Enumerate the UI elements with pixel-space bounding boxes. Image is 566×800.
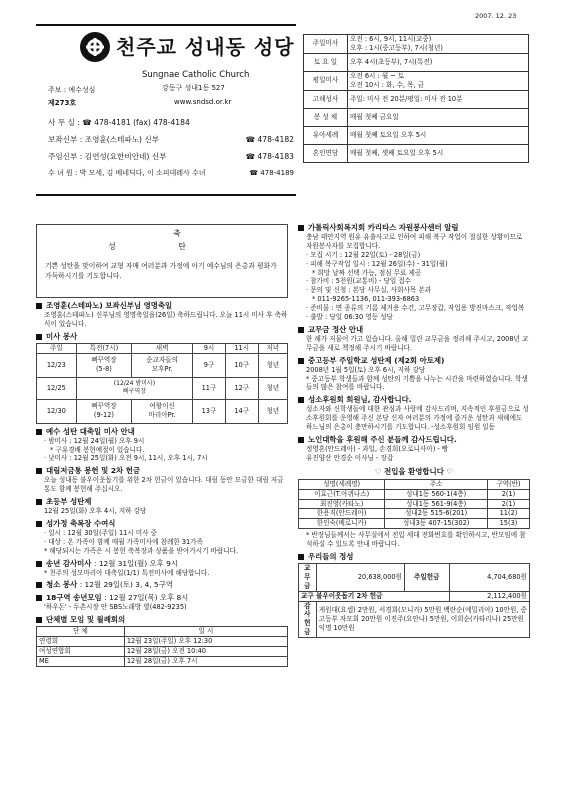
section-line: 충남 태안지역 원유 유출사고로 인하여 피해 복구 작업이 절실한 상황이므로 자원봉사자를 모집합니다. (306, 232, 523, 250)
table-header-row: 성명(세례명) 주소 구역(반) (299, 479, 530, 489)
section-body: * 천주의 성모마리아 대축일(1/1) 특전미사에 해당합니다. (44, 568, 210, 577)
service-row: 유아세례 매월 첫째 토요일 오후 5시 (304, 126, 529, 144)
section-heading: 초등부 성탄제 (36, 497, 288, 507)
right-column (298, 220, 530, 638)
staff-list (48, 118, 294, 186)
section-line: · 일시 : 12월 30일(주일) 11시 미사 중 (44, 528, 158, 537)
welcome-note: * 반장님들께서는 사무실에서 전입 세대 전화번호를 확인하시고, 반모임에 참석하실 수 있도록 안내 바랍니다. (306, 531, 526, 549)
service-schedule (303, 34, 529, 163)
table-row: 12/25 (12/24 밤미사) 뻐구역장 11구 12구 청년 (37, 377, 288, 399)
section-line: · 참가비 : 5천원(교통비) - 당일 접수 (306, 277, 412, 286)
table-row: 이효근(T.아퀴나스) 성내1동 560-1(4층) 2(1) (299, 489, 530, 499)
church-logo (80, 32, 110, 62)
section-body: 한 해가 저물어 가고 있습니다. 올해 밀린 교무금을 정리해 주시고, 2008년 교무금을 새로 책정해 주시기 바랍니다. (306, 334, 529, 352)
section-line: * 희망 날짜 선택 가능, 점심 무료 제공 (312, 268, 422, 277)
section-line: · 밤미사 : 12월 24일(월) 오후 9시 (44, 436, 145, 445)
table-row: 교 무 금 20,638,000원 주일헌금 4,704,680원 (299, 563, 530, 591)
section-body: 조영훈(스테파노) 신부님의 영명축일을(26일) 축하드립니다. 오늘 11시 미사 후 축하식이 있습니다. (44, 310, 288, 328)
section-heading: 단체별 모임 및 월례회의 (36, 615, 288, 625)
table-row: 한인숙(베로니카) 성내3동 407-15(302) 15(3) (299, 519, 530, 529)
service-row: 평일미사 오전 6시 : 월 ~ 토 오전 10시 : 화, 수, 목, 금 (304, 71, 529, 90)
left-column (36, 224, 288, 667)
section-body: '하우돈' - 두촌시장 안 SBS노래방 옆(482-9235) (44, 603, 187, 612)
patron: 주보 : 예수성심 (48, 86, 96, 94)
table-header-row: 주일 특전(7시) 새벽 9시 11시 저녁 (37, 343, 288, 353)
service-row: 주일미사 오전 : 6시, 9시, 11시(교중) 오후 : 1시(중고등부), 7시(청년) (304, 35, 529, 54)
header (36, 24, 296, 196)
mass-serving-table (36, 343, 288, 424)
section-body: 12월 25일(화) 오후 4시, 지하 강당 (44, 507, 147, 516)
table-row: 최진영(카타노) 성내1동 561-9(4층) 2(1) (299, 499, 530, 509)
staff-row: 주임신부 : 김연성(요한비안네) 신부 ☎ 478-4183 (48, 152, 294, 161)
section-heading: 조영훈(스테파노) 보좌신부님 영명축일 (36, 301, 288, 311)
section-heading: 18구역 송년모임 : 12월 27일(목) 오후 8시 (36, 593, 288, 603)
service-row: 고해성사 주일: 미사 전 20분/평일: 미사 전 10분 (304, 90, 529, 108)
section-heading: 중고등부 주일학교 성탄제 (제2회 아토제) (298, 356, 530, 366)
welcome-title: ♡ 전입을 환영합니다 ♡ (374, 466, 454, 476)
service-row: 봉 성 체 매월 첫째 금요일 (304, 108, 529, 126)
section-heading: 우리들의 정성 (298, 552, 530, 562)
section-line: · 출발 : 당일 06:30 영등 성당 (306, 313, 393, 321)
meeting-table (36, 626, 288, 667)
section-line: · 대상 : 온 가족이 함께 매월 가족미사에 참례한 31가족 (44, 537, 203, 546)
issue-date: 2007. 12. 23 (475, 12, 517, 20)
section-line: · 문의 및 신청 : 본당 사무실, 사회사목 본과 (306, 286, 432, 295)
service-row: 토 요 일 오후 4시(초등부), 7시(특전) (304, 53, 529, 71)
table-row: 12/30 뻐꾸역장 (9-12) 여왕이신 마리아Pr. 13구 14구 청년 (37, 399, 288, 423)
section-line: * 해당되시는 가족은 시 봉헌 축복장과 상품을 받아가시기 바랍니다. (44, 546, 239, 555)
section-line: · 모집 시기 : 12월 22일(토) - 28일(금) (306, 250, 421, 259)
section-line: 2008년 1월 5일(토) 오후 6시, 지하 강당 (306, 365, 426, 374)
section-line: * 구유경배 봉헌예절이 있습니다. (50, 445, 145, 454)
section-heading: 노인대학을 후원해 주신 분들께 감사드립니다. (298, 435, 530, 445)
table-row: 감사헌금 게원대(요셉) 2만원, 서경희(모니카) 5만원 백란순(에밀리아) 10만원, 중고등부 자모회 20만원 이진주(요안나) 5만원, 이희순(카타리나) 25만원 익명 10만원 (299, 601, 530, 638)
section-body: 성소자와 신학생들에 대한 관심과 사랑에 감사드리며, 지속적인 후원금으로 성소후원회를 운영해 주신 본당 신자 여러분의 가정에 즐거운 성탄과 새해에도 하느님의 은총이 충만하시기를 기도합니다. -성소후원회 임원 일동 (306, 405, 529, 432)
staff-row: 수 녀 원 : 박 모세, 김 베네딕다, 이 소피데레사 수녀 ☎ 478-4189 (48, 169, 294, 177)
section-heading: 청소 봉사 : 12월 29일(토) 3, 4, 5구역 (36, 580, 288, 590)
section-heading: 성가정 축복장 수여식 (36, 519, 288, 529)
section-heading: 성소후원회 회원님, 감사합니다. (298, 395, 530, 405)
section-heading: 송년 감사미사 : 12월 31일(월) 오후 9시 (36, 559, 288, 569)
section-line: · 준비물 : 면 종류의 기름 제거용 수건, 고무장갑, 작업용 방진마스크, 작업복 (306, 304, 525, 313)
section-body: 오늘 성내동 불우이웃돕기를 위한 2차 헌금이 있습니다. 대림 동안 모금한 대림 저금통도 함께 봉헌해 주십시오. (44, 476, 284, 494)
table-row: 교구 불우이웃돕기 2차 헌금 2,112,400원 (299, 591, 530, 601)
table-row: ME 12월 28일(금) 오후 7시 (37, 656, 288, 666)
greeting-title: 축 (173, 229, 181, 238)
section-line: · 낮미사 : 12월 25일(화) 오전 9시, 11시, 오후 1시, 7시 (44, 454, 208, 463)
section-heading: 대림저금통 봉헌 및 2차 헌금 (36, 466, 288, 476)
table-header-row: 단 체 일 시 (37, 627, 288, 637)
offering-table (298, 563, 530, 638)
website[interactable]: www.sndsd.or.kr (174, 98, 232, 106)
table-row: 한용직(안드레아) 성내2동 515-6(201) 11(2) (299, 509, 530, 519)
greeting-body: 기쁜 성탄을 맞이하여 교형 자매 여러분과 가정에 아기 예수님의 은총과 평화가 가득하시기를 기도합니다. (45, 261, 277, 280)
church-title: 천주교 성내동 성당 (116, 35, 295, 59)
church-subtitle: Sungnae Catholic Church (142, 70, 250, 80)
section-heading: 미사 봉사 (36, 332, 288, 342)
greeting-subtitle: 성 탄 (108, 241, 216, 251)
staff-row: 사 무 실 : ☎ 478-4181 (fax) 478-4184 (48, 118, 190, 127)
issue-number: 제273호 (48, 99, 77, 107)
section-line: 유진양산 안경순 이사님 - 장갑 (306, 453, 394, 462)
section-line: * 중고등부 학생들과 함께 성탄의 기쁨을 나누는 시간을 마련하였습니다. 학생들의 많은 참여를 바랍니다. (306, 374, 528, 392)
section-heading: 예수 성탄 대축일 미사 안내 (36, 427, 288, 437)
staff-row: 보좌신부 : 조영훈(스테파노) 신부 ☎ 478-4182 (48, 135, 294, 144)
section-heading: 교무금 정산 안내 (298, 325, 530, 335)
table-row: 12/23 뻐꾸역장 (5-8) 순교자들의 모후Pr. 9구 10구 청년 (37, 353, 288, 377)
section-line: * 011-9265-1136, 011-393-6863 (312, 295, 420, 304)
address: 강동구 성내1동 527 (162, 84, 225, 92)
section-line: · 피해 복구작업 일시 : 12월 26일(수) - 31일(월) (306, 259, 448, 268)
section-line: 정영혼(안드레아) - 과일, 손경희(오로니사아) - 빵 (306, 444, 449, 453)
table-row: 여성연합회 12월 28일(금) 오전 10:40 (37, 647, 288, 657)
greeting-box (36, 224, 288, 298)
section-heading: 가톨릭사회복지회 카리타스 자원봉사센터 알림 (298, 223, 530, 233)
welcome-table (298, 479, 530, 529)
table-row: 연령회 12월 23일(주일) 오후 12:30 (37, 637, 288, 647)
service-row: 혼인면담 매월 첫째, 셋째 토요일 오후 5시 (304, 144, 529, 162)
